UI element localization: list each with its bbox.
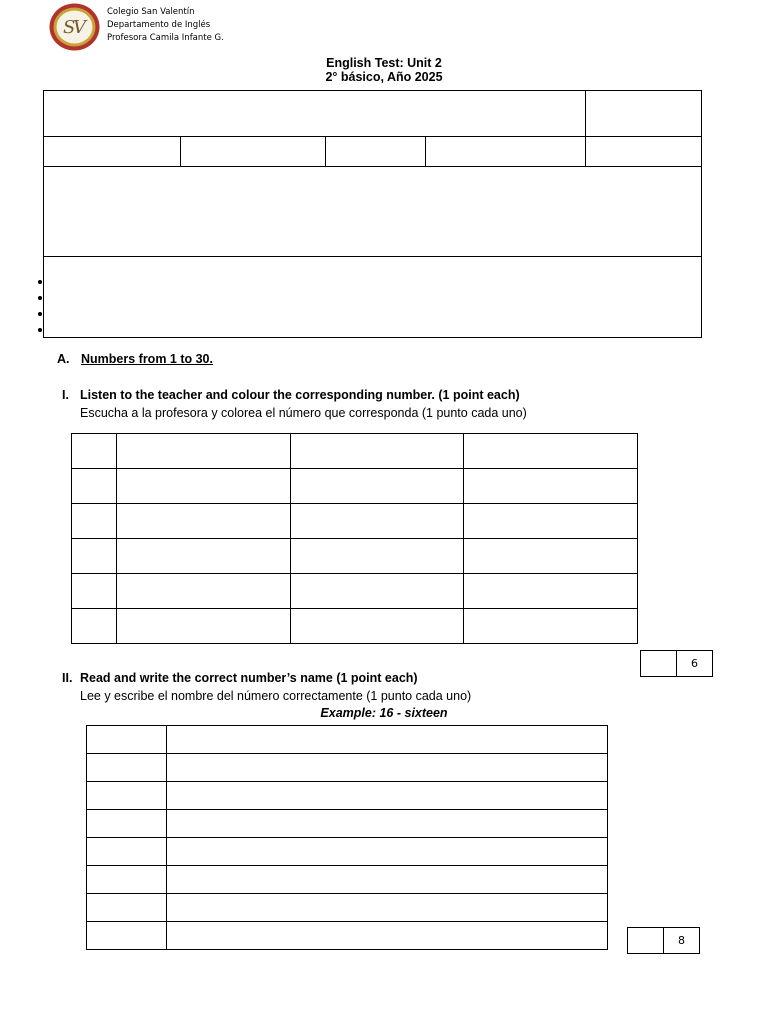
table-row	[72, 609, 638, 644]
table-row	[87, 922, 608, 950]
table-cell[interactable]	[116, 539, 290, 574]
info-cell[interactable]	[426, 137, 586, 167]
table-cell[interactable]	[464, 504, 638, 539]
answer-cell[interactable]	[166, 894, 607, 922]
table-row	[87, 754, 608, 782]
table-cell[interactable]	[116, 434, 290, 469]
table-row	[72, 574, 638, 609]
item-1-subtitle: Escucha a la profesora y colorea el número que corresponda (1 punto cada uno)	[80, 406, 527, 420]
answer-cell[interactable]	[166, 726, 607, 754]
table-row	[87, 726, 608, 754]
table-row	[87, 810, 608, 838]
table-cell[interactable]	[72, 504, 117, 539]
test-title	[0, 56, 768, 84]
name-field[interactable]	[44, 91, 586, 137]
table-cell[interactable]	[464, 609, 638, 644]
instructions-list	[44, 273, 701, 337]
item-title: Listen to the teacher and colour the corresponding number. (1 point each)	[80, 388, 520, 402]
score-earned-field[interactable]	[641, 651, 677, 677]
item-2-heading	[62, 671, 418, 685]
teacher-name: Profesora Camila Infante G.	[107, 33, 224, 43]
school-name: Colegio San Valentín	[107, 7, 195, 17]
student-info-table	[43, 90, 702, 338]
answer-cell[interactable]	[166, 866, 607, 894]
example-label: Example: 16 - sixteen	[320, 706, 448, 720]
school-info	[107, 6, 224, 45]
item-numeral: II.	[62, 671, 73, 685]
table-cell[interactable]	[464, 434, 638, 469]
info-cell[interactable]	[586, 137, 702, 167]
table-row	[87, 782, 608, 810]
table-cell[interactable]	[116, 469, 290, 504]
table-cell[interactable]	[290, 434, 464, 469]
item-1-score-box	[640, 650, 713, 677]
table-cell[interactable]	[290, 574, 464, 609]
info-cell[interactable]	[44, 137, 181, 167]
table-row	[72, 434, 638, 469]
item-numeral: I.	[62, 388, 69, 402]
table-row	[72, 539, 638, 574]
table-cell[interactable]	[116, 609, 290, 644]
answer-cell[interactable]	[166, 922, 607, 950]
score-total: 8	[664, 928, 700, 954]
table-cell[interactable]	[464, 539, 638, 574]
table-cell[interactable]	[72, 574, 117, 609]
table-cell[interactable]	[290, 609, 464, 644]
list-item	[52, 305, 701, 321]
table-cell[interactable]	[116, 504, 290, 539]
info-cell[interactable]	[180, 137, 325, 167]
score-field[interactable]	[586, 91, 702, 137]
number-cell[interactable]	[87, 894, 167, 922]
answer-cell[interactable]	[166, 782, 607, 810]
table-row	[87, 894, 608, 922]
item-1-heading	[62, 388, 520, 402]
test-title-line2: 2° básico, Año 2025	[325, 70, 443, 84]
section-title: Numbers from 1 to 30.	[81, 352, 213, 366]
table-row	[72, 469, 638, 504]
example-text	[0, 706, 768, 720]
table-row	[72, 504, 638, 539]
department-name: Departamento de Inglés	[107, 20, 211, 30]
table-cell[interactable]	[290, 504, 464, 539]
svg-text:V: V	[73, 17, 86, 38]
table-cell[interactable]	[290, 539, 464, 574]
answer-cell[interactable]	[166, 810, 607, 838]
school-logo	[49, 3, 100, 51]
score-total: 6	[677, 651, 713, 677]
number-cell[interactable]	[87, 922, 167, 950]
table-cell[interactable]	[72, 434, 117, 469]
instructions-cell	[44, 257, 702, 338]
svg-text:S: S	[63, 17, 76, 38]
table-row	[87, 866, 608, 894]
section-a-heading	[57, 352, 213, 366]
table-cell[interactable]	[72, 469, 117, 504]
item-title: Read and write the correct number’s name (1 point each)	[80, 671, 418, 685]
write-numbers-table	[86, 725, 608, 950]
list-item	[52, 321, 701, 337]
item-2-score-box	[627, 927, 700, 954]
table-cell[interactable]	[116, 574, 290, 609]
colour-numbers-table	[71, 433, 638, 644]
table-row	[87, 838, 608, 866]
table-cell[interactable]	[72, 609, 117, 644]
table-cell[interactable]	[464, 574, 638, 609]
answer-cell[interactable]	[166, 754, 607, 782]
info-cell[interactable]	[325, 137, 426, 167]
item-2-subtitle: Lee y escribe el nombre del número correctamente (1 punto cada uno)	[80, 689, 472, 703]
table-cell[interactable]	[464, 469, 638, 504]
list-item	[52, 289, 701, 305]
number-cell[interactable]	[87, 754, 167, 782]
section-letter: A.	[57, 352, 70, 366]
score-earned-field[interactable]	[628, 928, 664, 954]
answer-cell[interactable]	[166, 838, 607, 866]
table-cell[interactable]	[72, 539, 117, 574]
number-cell[interactable]	[87, 810, 167, 838]
test-title-line1: English Test: Unit 2	[326, 56, 442, 70]
number-cell[interactable]	[87, 782, 167, 810]
number-cell[interactable]	[87, 866, 167, 894]
number-cell[interactable]	[87, 726, 167, 754]
table-cell[interactable]	[290, 469, 464, 504]
number-cell[interactable]	[87, 838, 167, 866]
objectives-cell	[44, 167, 702, 257]
list-item	[52, 273, 701, 289]
